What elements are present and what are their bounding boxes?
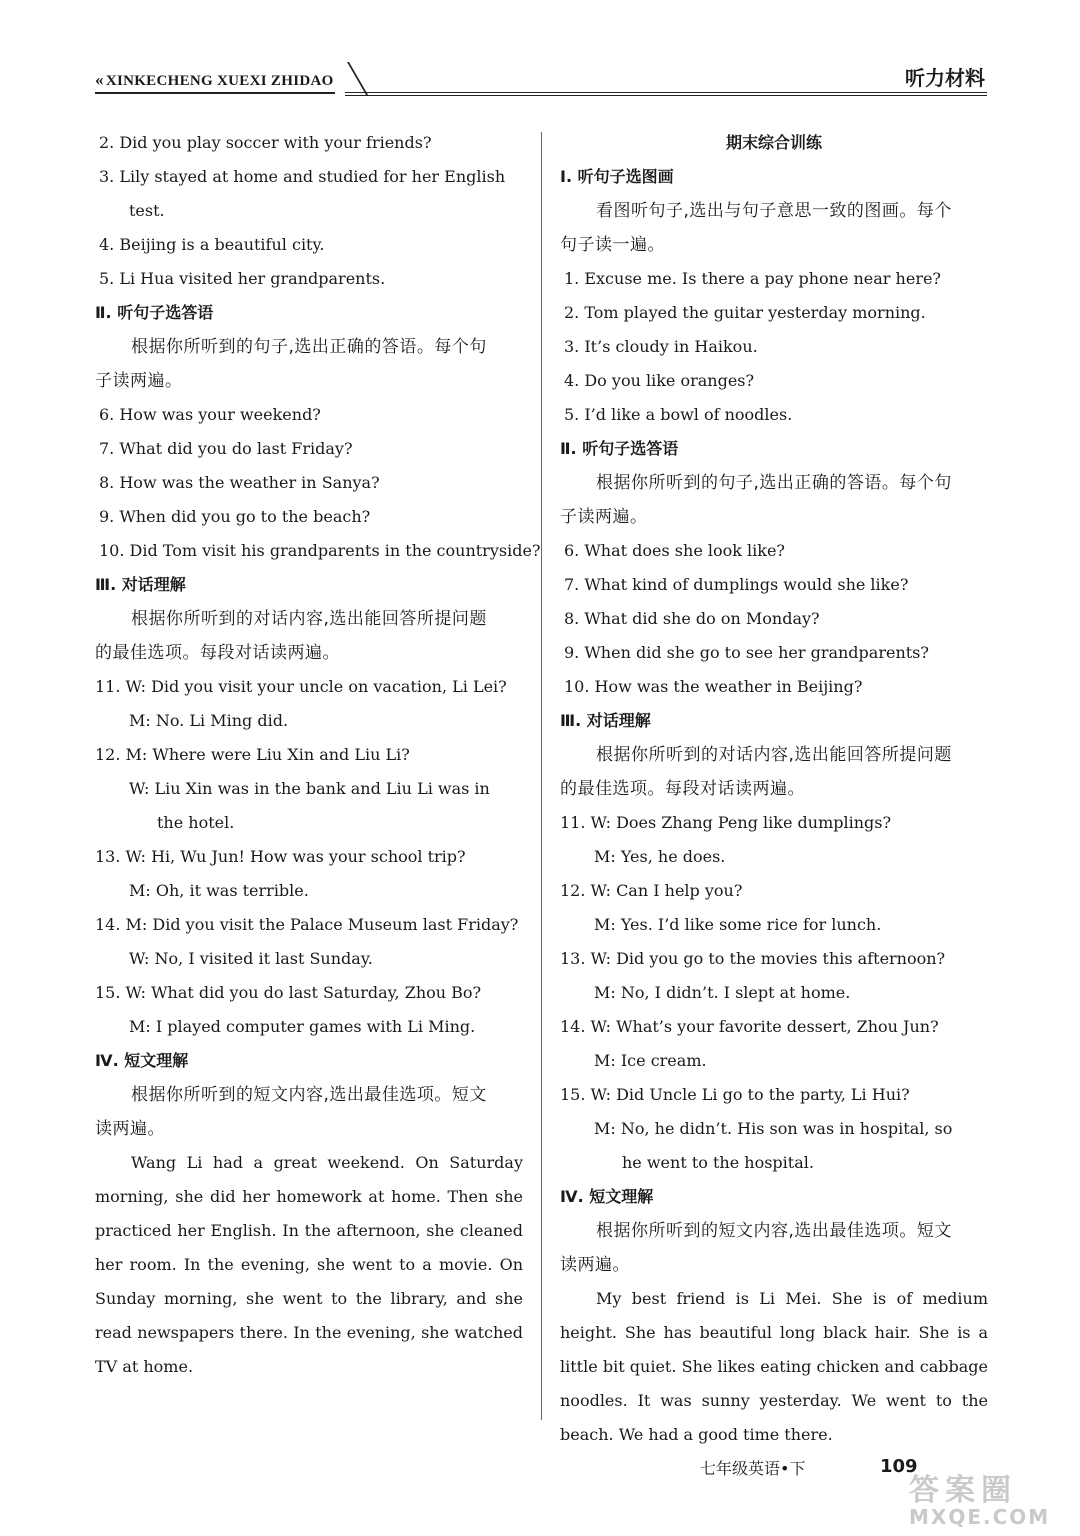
dialogue-item: 14. W: What’s your favorite dessert, Zhou Jun? (560, 1017, 939, 1036)
section-heading: Ⅳ. 短文理解 (95, 1051, 189, 1070)
dialogue-reply: W: No, I visited it last Sunday. (129, 949, 373, 968)
page-header (95, 62, 987, 96)
passage-line: morning, she did her homework at home. Then she (95, 1187, 523, 1206)
passage-line: beach. We had a good time there. (560, 1425, 833, 1444)
section-heading: Ⅱ. 听句子选答语 (560, 439, 679, 458)
watermark-line2: MXQE.COM (909, 1505, 1051, 1529)
watermark-line1: 答案圈 (909, 1473, 1017, 1508)
instruction-line: 根据你所听到的句子,选出正确的答语。每个句 (596, 473, 952, 493)
header-series-title (95, 70, 334, 90)
right-column (560, 126, 988, 1452)
question-line: 4. Beijing is a beautiful city. (99, 235, 325, 254)
passage-line: practiced her English. In the afternoon, she cleaned (95, 1221, 523, 1240)
section-heading: Ⅰ. 听句子选图画 (560, 167, 674, 186)
section-heading: Ⅱ. 听句子选答语 (95, 303, 214, 322)
question-continuation: test. (129, 201, 165, 220)
question-line: 6. How was your weekend? (99, 405, 321, 424)
passage-line: read newspapers there. In the evening, she watched (95, 1323, 523, 1342)
question-line: 9. When did you go to the beach? (99, 507, 371, 526)
passage-line: height. She has beautiful long black hair. She is a (560, 1323, 988, 1342)
question-line: 2. Tom played the guitar yesterday morning. (564, 303, 926, 322)
question-line: 9. When did she go to see her grandparents? (564, 643, 929, 662)
question-line: 3. Lily stayed at home and studied for her English (99, 167, 506, 186)
passage-line: TV at home. (95, 1357, 194, 1376)
section-heading: Ⅲ. 对话理解 (95, 575, 186, 594)
instruction-line: 根据你所听到的句子,选出正确的答语。每个句 (131, 337, 487, 357)
instruction-line: 读两遍。 (95, 1119, 165, 1139)
dialogue-item: 11. W: Did you visit your uncle on vacation, Li Lei? (95, 677, 507, 696)
instruction-line: 子读两遍。 (560, 507, 648, 527)
dialogue-item: 12. W: Can I help you? (560, 881, 743, 900)
question-line: 8. What did she do on Monday? (564, 609, 820, 628)
header-section-title: 听力材料 (905, 66, 985, 90)
section-heading: Ⅳ. 短文理解 (560, 1187, 654, 1206)
instruction-line: 根据你所听到的短文内容,选出最佳选项。短文 (596, 1221, 952, 1241)
question-line: 6. What does she look like? (564, 541, 786, 560)
passage-line: Sunday morning, she went to the library, and she (95, 1289, 523, 1308)
question-line: 10. How was the weather in Beijing? (564, 677, 863, 696)
question-line: 3. It’s cloudy in Haikou. (564, 337, 758, 356)
question-line: 4. Do you like oranges? (564, 371, 755, 390)
instruction-line: 根据你所听到的短文内容,选出最佳选项。短文 (131, 1085, 487, 1105)
question-line: 10. Did Tom visit his grandparents in the countryside? (99, 541, 541, 560)
dialogue-reply: M: No. Li Ming did. (129, 711, 289, 730)
dialogue-reply: M: Yes, he does. (594, 847, 726, 866)
dialogue-reply: M: Oh, it was terrible. (129, 881, 309, 900)
section-title: 期末综合训练 (725, 133, 822, 152)
dialogue-reply: M: I played computer games with Li Ming. (129, 1017, 476, 1036)
header-rule (345, 92, 987, 93)
page-number: 109 (880, 1456, 918, 1477)
column-divider (541, 132, 542, 1420)
dialogue-item: 12. M: Where were Liu Xin and Liu Li? (95, 745, 410, 764)
instruction-line: 根据你所听到的对话内容,选出能回答所提问题 (596, 745, 952, 765)
instruction-line: 读两遍。 (560, 1255, 630, 1275)
instruction-line: 句子读一遍。 (560, 235, 665, 255)
double-chevron-left-icon: « (95, 70, 104, 89)
dialogue-item: 13. W: Did you go to the movies this afternoon? (560, 949, 946, 968)
passage-line: Wang Li had a great weekend. On Saturday (131, 1153, 523, 1172)
header-series-text: XINKECHENG XUEXI ZHIDAO (105, 73, 334, 89)
dialogue-continuation: the hotel. (157, 813, 235, 832)
passage-line: noodles. It was sunny yesterday. We went to the (560, 1391, 988, 1410)
question-line: 1. Excuse me. Is there a pay phone near here? (564, 269, 942, 288)
dialogue-item: 11. W: Does Zhang Peng like dumplings? (560, 813, 892, 832)
question-line: 2. Did you play soccer with your friends? (99, 133, 432, 152)
instruction-line: 看图听句子,选出与句子意思一致的图画。每个 (596, 201, 952, 221)
dialogue-item: 15. W: Did Uncle Li go to the party, Li Hui? (560, 1085, 910, 1104)
question-line: 7. What did you do last Friday? (99, 439, 353, 458)
left-column (95, 126, 541, 1384)
passage-line: little bit quiet. She likes eating chicken and cabbage (560, 1357, 988, 1376)
dialogue-continuation: he went to the hospital. (622, 1153, 814, 1172)
dialogue-reply: M: No, I didn’t. I slept at home. (594, 983, 851, 1002)
question-line: 5. Li Hua visited her grandparents. (99, 269, 386, 288)
dialogue-reply: M: No, he didn’t. His son was in hospital, so (594, 1119, 953, 1138)
passage-line: her room. In the evening, she went to a movie. On (95, 1255, 523, 1274)
question-line: 5. I’d like a bowl of noodles. (564, 405, 793, 424)
instruction-line: 的最佳选项。每段对话读两遍。 (95, 643, 340, 663)
section-heading: Ⅲ. 对话理解 (560, 711, 651, 730)
dialogue-item: 13. W: Hi, Wu Jun! How was your school trip? (95, 847, 466, 866)
header-rule-lower (345, 95, 987, 96)
dialogue-item: 14. M: Did you visit the Palace Museum last Friday? (95, 915, 519, 934)
question-line: 8. How was the weather in Sanya? (99, 473, 380, 492)
watermark-logo (905, 1473, 1075, 1534)
question-line: 7. What kind of dumplings would she like? (564, 575, 909, 594)
instruction-line: 的最佳选项。每段对话读两遍。 (560, 779, 805, 799)
dialogue-reply: M: Yes. I’d like some rice for lunch. (594, 915, 882, 934)
instruction-line: 根据你所听到的对话内容,选出能回答所提问题 (131, 609, 487, 629)
dialogue-reply: W: Liu Xin was in the bank and Liu Li was in (129, 779, 490, 798)
passage-line: My best friend is Li Mei. She is of medium (596, 1289, 988, 1308)
dialogue-item: 15. W: What did you do last Saturday, Zhou Bo? (95, 983, 482, 1002)
dialogue-reply: M: Ice cream. (594, 1051, 707, 1070)
instruction-line: 子读两遍。 (95, 371, 183, 391)
footer-grade-label: 七年级英语•下 (700, 1459, 806, 1478)
